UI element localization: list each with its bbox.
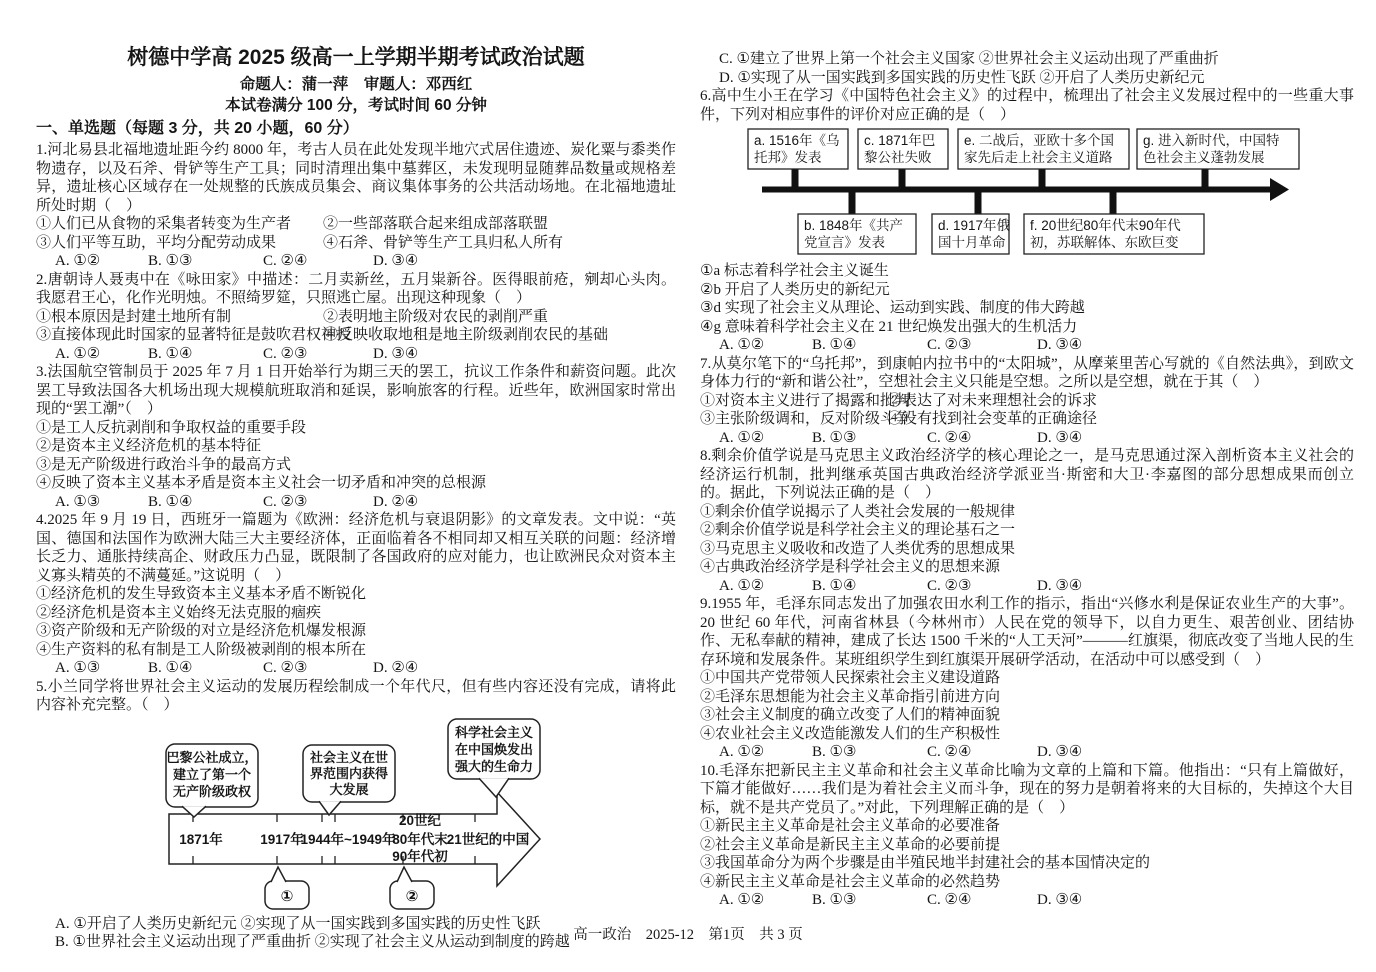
option-d: D. ③④: [373, 253, 419, 269]
option-a: A. ①③: [55, 493, 101, 510]
item: ①根本原因是封建土地所有制: [36, 308, 232, 325]
event-e-text: 家先后走上社会主义道路: [964, 150, 1113, 165]
option-d: D. ③④: [373, 345, 419, 362]
callout-text: 无产阶级政权: [172, 783, 252, 799]
item: ②经济危机是资本主义始终无法克服的痼疾: [36, 604, 322, 621]
page-title: 树德中学高 2025 级高一上学期半期考试政治试题: [127, 46, 585, 69]
item: ④反映了资本主义基本矛盾是资本主义社会一切矛盾和冲突的总根源: [36, 475, 487, 491]
item: ②剩余价值学说是科学社会主义的理论基石之一: [700, 522, 1016, 538]
question-9-options: [700, 743, 1354, 762]
question-1: [36, 141, 676, 271]
option-d: D. ③④: [1037, 577, 1083, 594]
option-d: D. ③④: [1037, 429, 1083, 446]
option-b: B. ①④: [812, 577, 857, 594]
blank-1-label: ①: [280, 887, 294, 905]
option-c: C. ②④: [927, 892, 972, 908]
axis-label-1944-1949: 1944年~1949年: [300, 831, 396, 847]
option-c: C. ②③: [263, 660, 308, 676]
item: ④生产资料的私有制是工人阶级被剥削的根本所在: [36, 641, 367, 658]
item: ③人们平等互助，平均分配劳动成果: [36, 234, 277, 251]
item: ①新民主主义革命是社会主义革命的必要准备: [700, 818, 1001, 834]
section-heading: 一、单选题（每题 3 分，共 20 小题，60 分）: [36, 120, 359, 137]
option-a: A. ①②: [719, 744, 765, 760]
item: ①a 标志着科学社会主义诞生: [700, 263, 889, 279]
callout-tail: [479, 778, 509, 797]
item: ①中国共产党带领人民探索社会主义建设道路: [700, 670, 1001, 686]
question-5-stem: 5.小兰同学将世界社会主义运动的发展历程绘制成一个年代尺，但有些内容还没有完成，请将此内容补充完整。（ ）: [36, 678, 676, 713]
item: ①剩余价值学说揭示了人类社会发展的一般规律: [700, 503, 1016, 520]
option-a: A. ①②: [55, 345, 101, 362]
option-c: C. ②③: [927, 337, 972, 353]
item: ④反映收取地租是地主阶级剥削农民的基础: [323, 327, 609, 343]
option-a: A. ①②: [719, 892, 765, 908]
item: ②毛泽东思想能为社会主义革命指引前进方向: [700, 688, 1001, 705]
event-d-text: d. 1917年俄: [938, 218, 1011, 233]
item: ③是无产阶级进行政治斗争的最高方式: [36, 456, 292, 473]
event-c-text: c. 1871年巴: [864, 133, 936, 148]
item: ③主张阶级调和，反对阶级斗争: [700, 411, 911, 427]
option-a: A. ①开启了人类历史新纪元 ②实现了从一国实践到多国实践的历史性飞跃: [55, 915, 541, 932]
callout-tail: [271, 867, 286, 882]
question-8-stem: 8.剩余价值学说是马克思主义政治经济学的核心理论之一，是马克思通过深入剖析资本主义社会的经济运行机制，批判继承英国古典政治经济学派亚当·斯密和大卫·李嘉图的部分思想成果而创立的。据此，下列说法正确的是（ ）: [700, 448, 1354, 501]
question-7-stem: 7.从莫尔笔下的“乌托邦”，到康帕内拉书中的“太阳城”，从摩莱里苦心写就的《自然法典》，到欧文身体力行的“新和谐公社”，空想社会主义只能是空想。之所以是空想，就在于其（ ）: [700, 355, 1354, 390]
item: ①对资本主义进行了揭露和批判: [700, 392, 911, 409]
event-g-text: 色社会主义蓬勃发展: [1143, 150, 1265, 165]
question-1-items: [36, 215, 676, 252]
callout-text: 界范围内获得: [309, 765, 389, 781]
item: ③我国革命分为两个步骤是由半殖民地半封建社会的基本国情决定的: [700, 855, 1151, 871]
callout-tail: [319, 801, 341, 815]
option-d: D. ③④: [1037, 744, 1083, 760]
item: ④古典政治经济学是科学社会主义的思想来源: [700, 559, 1001, 575]
item: ②b 开启了人类历史的新纪元: [700, 281, 890, 298]
question-9: [700, 595, 1354, 762]
callout-tail: [397, 867, 412, 882]
question-9-items: [700, 669, 1354, 743]
option-b: B. ①④: [148, 660, 193, 676]
question-4-items: [36, 585, 676, 659]
option-d: D. ③④: [1037, 337, 1083, 353]
q5-timeline-diagram: [36, 717, 676, 913]
option-c: C. ②④: [927, 429, 972, 446]
timeline-axis: [762, 187, 1270, 193]
item: ④石斧、骨铲等生产工具归私人所有: [323, 234, 564, 251]
event-f-text: f. 20世纪80年代末90年代: [1030, 218, 1181, 233]
question-4-stem: 4.2025 年 9 月 19 日，西班牙一篇题为《欧洲：经济危机与衰退阴影》的文章发表。文中说：“英国、德国和法国作为欧洲大陆三大主要经济体，正面临着各不相同却又相互关联的问题：经济增长乏力、通胀持续高企、财政压力凸显，既限制了各国政府的应对能力，也让欧洲民众对资本主义寡头精英的不满蔓延。”这说明（ ）: [36, 512, 676, 584]
item: ②表明地主阶级对农民的剥削严重: [323, 308, 549, 325]
callout-text: 巴黎公社成立，: [166, 749, 258, 765]
item: ③d 实现了社会主义从理论、运动到实践、制度的伟大跨越: [700, 300, 1085, 316]
option-c: C. ②③: [263, 493, 308, 510]
option-d: D. ②④: [373, 493, 419, 510]
event-b-text: b. 1848年《共产: [804, 218, 904, 233]
option-a: A. ①②: [719, 577, 765, 594]
option-a: A. ①②: [719, 337, 765, 353]
item: ②表达了对未来理想社会的诉求: [887, 392, 1098, 409]
question-1-stem: 1.河北易县北福地遗址距今约 8000 年，考古人员在此处发现半地穴式居住遗迹、炭化粟与黍类作物遗存，以及石斧、骨铲等生产工具；同时清理出集中墓葬区，未发现明显随葬品数量或规格差异，遗址核心区域存在一处规整的氏族成员集会、商议集体事务的公共活动场地。在北福地遗址所处时期（ ）: [36, 142, 676, 214]
option-b: B. ①④: [812, 337, 857, 353]
callout-text: 建立了第一个: [172, 766, 252, 782]
timeline-arrowhead-icon: [1270, 178, 1289, 201]
item: ②一些部落联合起来组成部落联盟: [323, 216, 549, 232]
item: ④农业社会主义改造能激发人们的生产积极性: [700, 725, 1001, 742]
axis-label-1917: 1917年: [260, 831, 304, 847]
question-4: [36, 511, 676, 678]
event-f-text: 初，苏联解体、东欧巨变: [1030, 235, 1179, 250]
item: ④新民主主义革命是社会主义革命的必然趋势: [700, 873, 1001, 890]
question-3-stem: 3.法国航空管制员于 2025 年 7 月 1 日开始举行为期三天的罢工，抗议工作条件和薪资问题。此次罢工导致法国各大机场出现大规模航班取消和延误，影响旅客的行程。近些年，欧洲国家时常出现的“罢工潮”（ ）: [36, 364, 676, 417]
authors-line: 命题人：蒲一萍 审题人：邓西红: [239, 76, 473, 93]
item: ①人们已从食物的采集者转变为生产者: [36, 216, 292, 232]
option-a: A. ①③: [55, 660, 101, 676]
option-b: B. ①③: [148, 253, 193, 269]
item: ①经济危机的发生导致资本主义基本矛盾不断锐化: [36, 586, 367, 602]
axis-label-20c-3: 90年代初: [392, 848, 448, 864]
question-1-options: [36, 252, 676, 271]
item: ②社会主义革命是新民主主义革命的必要前提: [700, 836, 1001, 853]
exam-info-line: 本试卷满分 100 分，考试时间 60 分钟: [225, 97, 487, 114]
option-c: C. ①建立了世界上第一个社会主义国家 ②世界社会主义运动出现了严重曲折: [719, 51, 1219, 67]
question-7-options: [700, 429, 1354, 448]
q6-events-timeline-diagram: [700, 126, 1352, 260]
question-8-options: [700, 577, 1354, 596]
question-9-stem: 9.1955 年，毛泽东同志发出了加强农田水利工作的指示，指出“兴修水利是保证农业生产的大事”。20 世纪 60 年代，河南省林县（今林州市）人民在党的领导下，以自力更生、艰苦创业、团结协作、无私奉献的精神，建成了长达 1500 千米的“人工天河”———红旗渠，彻底改变了当地人民的生存环境和发展条件。某班组织学生到红旗渠开展研学活动，在活动中可以感受到（ ）: [700, 596, 1354, 668]
item: ③直接体现此时国家的显著特征是鼓吹君权神授: [36, 327, 352, 343]
question-3: [36, 363, 676, 511]
event-c-text: 黎公社失败: [864, 150, 932, 165]
item: ④g 意味着科学社会主义在 21 世纪焕发出强大的生机活力: [700, 318, 1078, 335]
question-7-items: [700, 392, 1354, 429]
event-a-text: 托邦》发表: [754, 150, 822, 165]
question-6: [700, 87, 1354, 355]
event-e-text: e. 二战后，亚欧十多个国: [964, 133, 1115, 148]
question-6-options: [700, 336, 1354, 355]
question-5: [36, 678, 676, 952]
option-b: B. ①③: [812, 892, 857, 908]
item: ③资产阶级和无产阶级的对立是经济危机爆发根源: [36, 623, 367, 639]
option-c: C. ②④: [927, 744, 972, 760]
question-3-options: [36, 493, 676, 512]
callout-text: 科学社会主义: [454, 724, 534, 740]
question-2-items: [36, 308, 676, 345]
event-g-text: g. 进入新时代，中国特: [1143, 133, 1280, 148]
option-b: B. ①④: [148, 493, 193, 510]
axis-label-20c-2: 80年代末: [392, 831, 448, 847]
question-6-items: [700, 262, 1354, 336]
left-column: [36, 44, 676, 952]
option-b: B. ①③: [812, 429, 857, 446]
event-b-text: 党宣言》发表: [804, 235, 885, 250]
question-8-items: [700, 503, 1354, 577]
callout-text: 大发展: [329, 781, 369, 797]
item: ①是工人反抗剥削和争取权益的重要手段: [36, 419, 307, 436]
question-6-stem: 6.高中生小王在学习《中国特色社会主义》的过程中，梳理出了社会主义发展过程中的一些重大事件，下列对相应事件的评价对应正确的是（ ）: [700, 88, 1354, 123]
option-c: C. ②③: [927, 577, 972, 594]
question-2: [36, 271, 676, 364]
option-d: D. ③④: [1037, 892, 1083, 908]
callout-text: 社会主义在世: [309, 749, 389, 765]
event-a-text: a. 1516年《乌: [754, 133, 840, 148]
axis-label-21c: 21世纪的中国: [446, 831, 530, 847]
question-2-stem: 2.唐朝诗人聂夷中在《咏田家》中描述：二月卖新丝，五月粜新谷。医得眼前疮，剜却心头肉。我愿君王心，化作光明烛。不照绮罗筵，只照逃亡屋。出现这种现象（ ）: [36, 271, 676, 306]
question-10: [700, 762, 1354, 910]
question-10-items: [700, 817, 1354, 891]
option-b: B. ①世界社会主义运动出现了严重曲折 ②实现了社会主义从运动到制度的跨越: [55, 934, 570, 950]
question-10-options: [700, 891, 1354, 910]
page-footer: 高一政治 2025-12 第1页 共 3 页: [573, 927, 803, 943]
axis-label-1871: 1871年: [179, 831, 223, 847]
item: ④没有找到社会变革的正确途径: [887, 411, 1098, 427]
option-a: A. ①②: [719, 429, 765, 446]
question-4-options: [36, 659, 676, 678]
option-a: A. ①②: [55, 253, 101, 269]
question-3-items: [36, 419, 676, 493]
right-column: [700, 50, 1354, 910]
option-c: C. ②③: [263, 345, 308, 362]
event-d-text: 国十月革命: [938, 235, 1006, 250]
item: ③社会主义制度的确立改变了人们的精神面貌: [700, 707, 1001, 723]
question-10-stem: 10.毛泽东把新民主主义革命和社会主义革命比喻为文章的上篇和下篇。他指出：“只有上篇做好，下篇才能做好……我们是为着社会主义而斗争，现在的努力是朝着将来的大目标的，失掉这个大目标，就不是共产党员了。”对此，下列理解正确的是（ ）: [700, 762, 1354, 816]
item: ③马克思主义吸收和改造了人类优秀的思想成果: [700, 540, 1016, 557]
callout-text: 在中国焕发出: [454, 741, 534, 757]
option-c: C. ②④: [263, 253, 308, 269]
blank-2-label: ②: [405, 887, 419, 905]
item: ②是资本主义经济危机的基本特征: [36, 438, 262, 454]
option-b: B. ①④: [148, 345, 193, 362]
callout-text: 强大的生命力: [454, 758, 534, 774]
option-b: B. ①③: [812, 744, 857, 760]
option-d: D. ①实现了从一国实践到多国实践的历史性飞跃 ②开启了人类历史新纪元: [719, 69, 1205, 86]
question-7: [700, 355, 1354, 448]
question-8: [700, 447, 1354, 595]
option-d: D. ②④: [373, 660, 419, 676]
question-2-options: [36, 345, 676, 364]
axis-label-20c-1: 20世纪: [398, 812, 442, 828]
